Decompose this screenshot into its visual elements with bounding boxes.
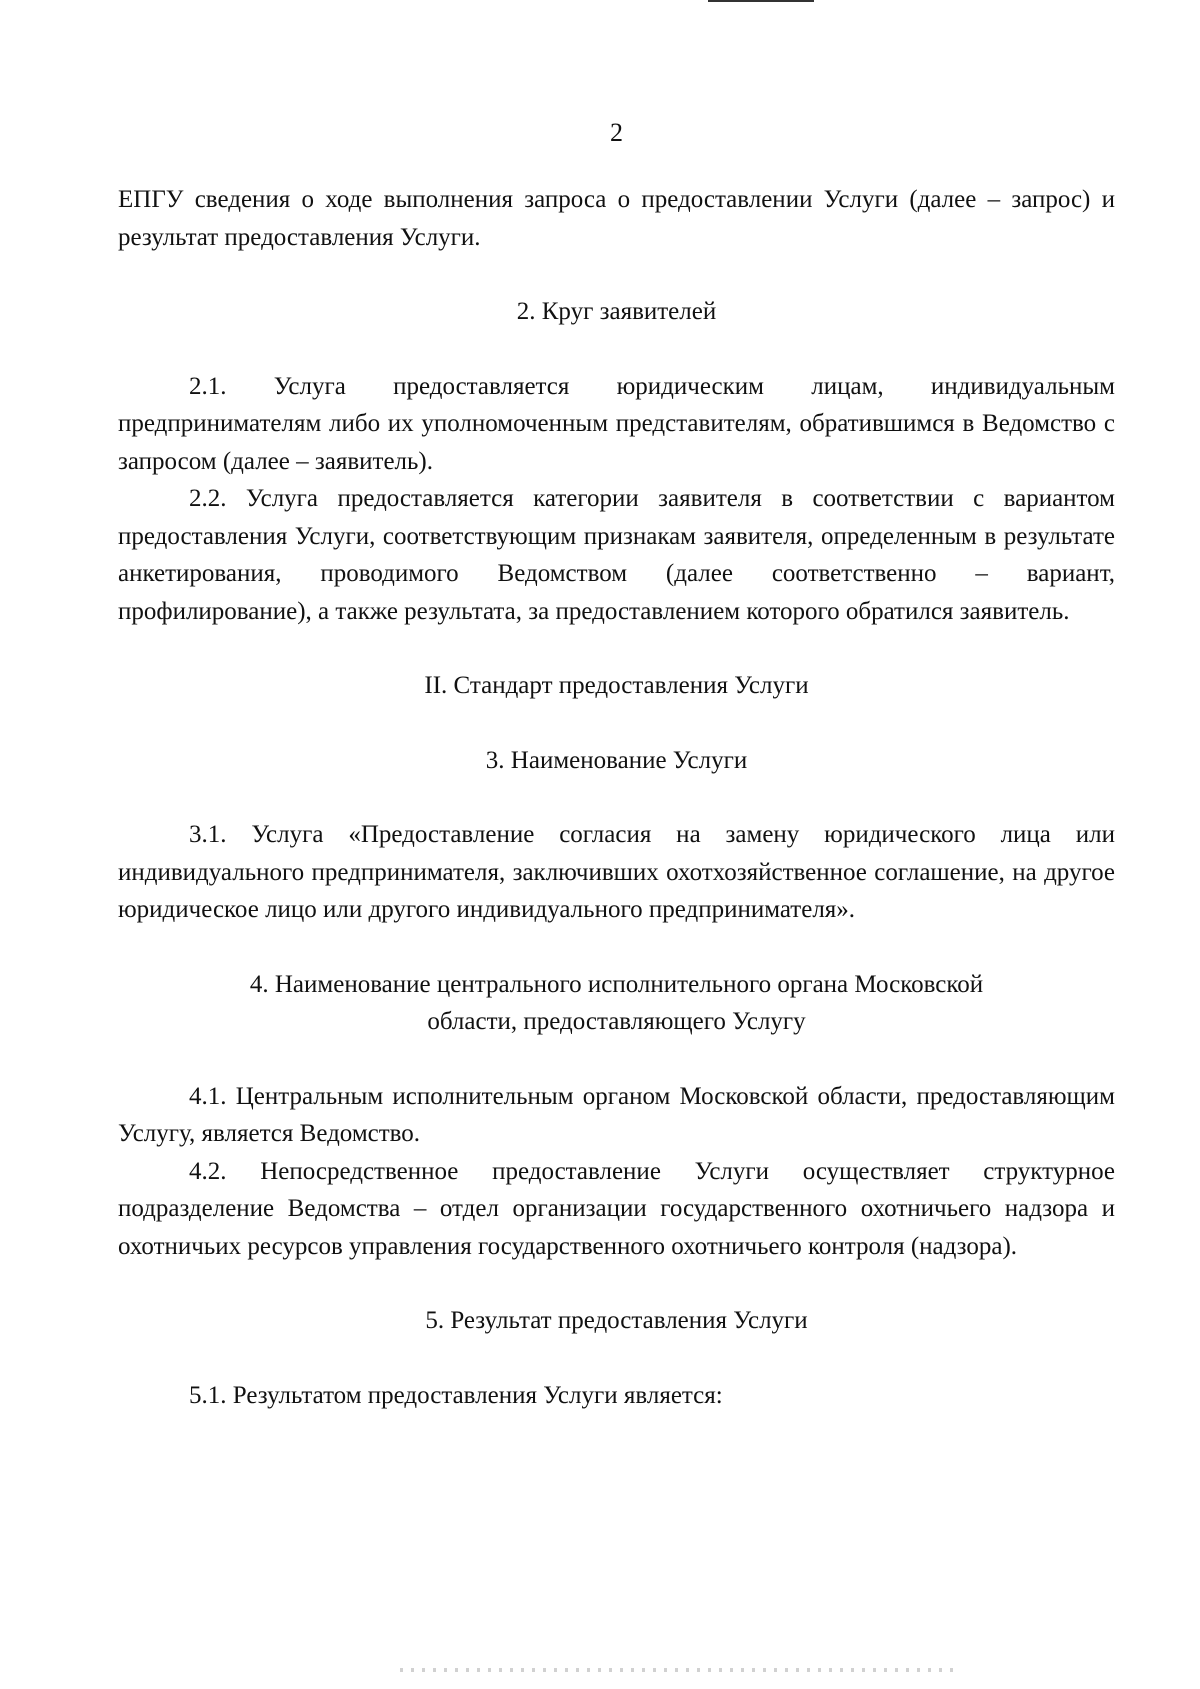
paragraph-2-2: 2.2. Услуга предоставляется категории заявителя в соответствии с вариантом предоставления Услуги, соответствующим признакам заявителя, определенным в результате анкетирования, проводимого Ведомством (далее соответственно – вариант, профилирование), а также результата, за предоставлением которого обратился заявитель.	[118, 485, 1115, 625]
paragraph-3-1: 3.1. Услуга «Предоставление согласия на замену юридического лица или индивидуального предпринимателя, заключивших охотхозяйственное соглашение, на другое юридическое лицо или другого индивидуального предпринимателя».	[118, 821, 1115, 923]
document-body	[118, 181, 1115, 1414]
paragraph-4-1: 4.1. Центральным исполнительным органом Московской области, предоставляющим Услугу, является Ведомство.	[118, 1082, 1115, 1147]
scan-mark-top	[708, 0, 814, 2]
page-number: 2	[610, 118, 623, 147]
paragraph-epgu-continuation: ЕПГУ сведения о ходе выполнения запроса о предоставлении Услуги (далее – запрос) и результат предоставления Услуги.	[118, 186, 1115, 251]
heading-service-name: 3. Наименование Услуги	[485, 746, 748, 774]
paragraph-2-1: 2.1. Услуга предоставляется юридическим лицам, индивидуальным предпринимателям либо их уполномоченным представителям, обратившимся в Ведомство с запросом (далее – заявитель).	[118, 372, 1115, 475]
paragraph-4-2: 4.2. Непосредственное предоставление Услуги осуществляет структурное подразделение Ведомства – отдел организации государственного охотничьего надзора и охотничьих ресурсов управления государственного охотничьего контроля (надзора).	[118, 1157, 1115, 1260]
heading-executive-body: 4. Наименование центрального исполнительного органа Московской области, предоставляющего Услугу	[249, 970, 984, 1035]
heading-applicants: 2. Круг заявителей	[516, 298, 717, 325]
scan-noise-bottom	[400, 1668, 960, 1672]
heading-section-ii: II. Стандарт предоставления Услуги	[424, 672, 809, 699]
heading-service-result: 5. Результат предоставления Услуги	[425, 1307, 808, 1334]
paragraph-5-1: 5.1. Результатом предоставления Услуги является:	[189, 1381, 723, 1409]
